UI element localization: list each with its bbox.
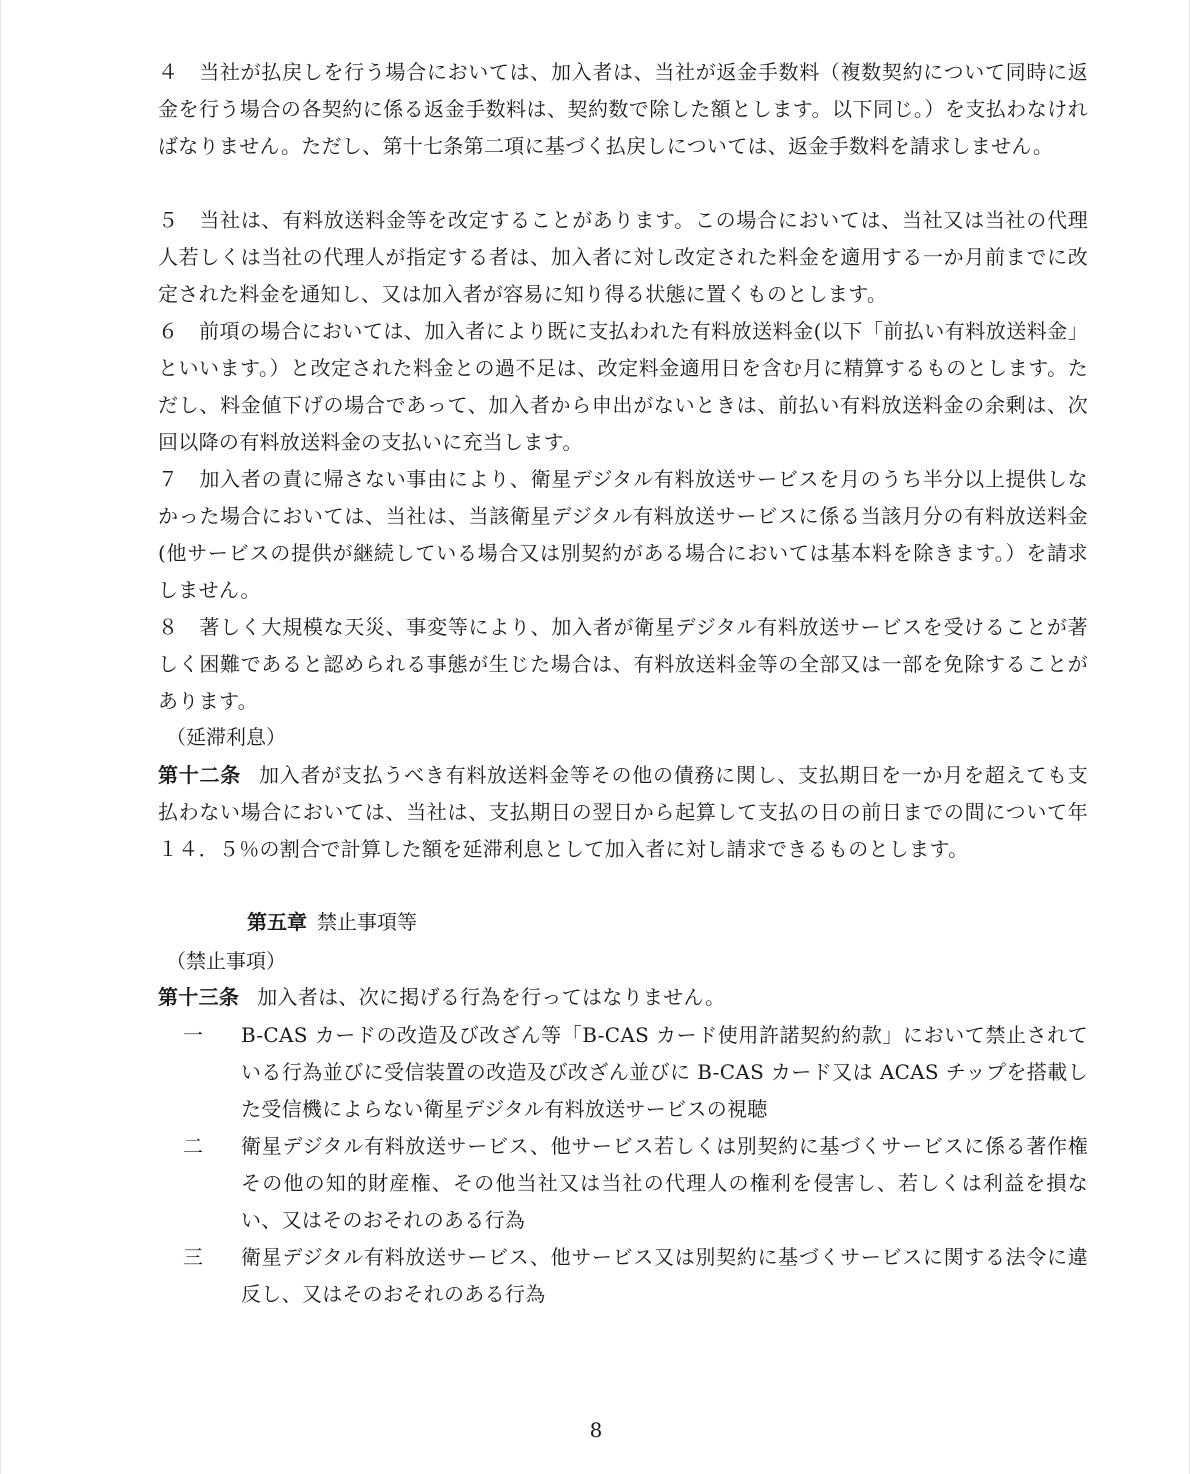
paragraph-7: ７ 加入者の責に帰さない事由により、衛星デジタル有料放送サービスを月のうち半分以上提供しなかった場合においては、当社は、当該衛星デジタル有料放送サービスに係る当該月分の有料放送料金(他サービスの提供が継続している場合又は別契約がある場合においては基本料を除きます。）を請求しません。 [158,467,1088,602]
article-13-title: 第十三条 [158,985,240,1009]
item-text: 衛星デジタル有料放送サービス、他サービス又は別契約に基づくサービスに関する法令に違反し、又はそのおそれのある行為 [241,1245,1088,1306]
article-12-title: 第十二条 [158,763,241,787]
chapter-5-label: 第五章 [247,910,307,934]
article-12-text: 加入者が支払うべき有料放送料金等その他の債務に関し、支払期日を一か月を超えても支払わない場合においては、当社は、支払期日の翌日から起算して支払の日の前日までの間について年１４．５％の割合で計算した額を延滞利息として加入者に対し請求できるものとします。 [158,763,1089,861]
item-text: B-CAS カードの改造及び改ざん等「B-CAS カード使用許諾契約約款」において禁止されている行為並びに受信装置の改造及び改ざん並びに B-CAS カード又は ACAS チップを搭載した受信機によらない衛星デジタル有料放送サービスの視聴 [241,1023,1088,1121]
list-item [183,1017,1088,1128]
list-item [183,1128,1088,1239]
article-13 [158,979,1088,1016]
list-item [183,1239,1088,1313]
chapter-5-title: 禁止事項等 [317,910,417,934]
item-text: 衛星デジタル有料放送サービス、他サービス若しくは別契約に基づくサービスに係る著作権その他の知的財産権、その他当社又は当社の代理人の権利を侵害し、若しくは利益を損ない、又はそのおそれのある行為 [241,1134,1088,1232]
paragraph-6: ６ 前項の場合においては、加入者により既に支払われた有料放送料金(以下「前払い有料放送料金」といいます。）と改定された料金との過不足は、改定料金適用日を含む月に精算するものとします。ただし、料金値下げの場合であって、加入者から申出がないときは、前払い有料放送料金の余剰は、次回以降の有料放送料金の支払いに充当します。 [158,319,1088,454]
article-12 [158,757,1088,868]
chapter-5-heading [247,907,417,937]
item-number: 二 [183,1134,203,1158]
item-number: 一 [183,1023,203,1047]
paragraph-5: ５ 当社は、有料放送料金等を改定することがあります。この場合においては、当社又は当社の代理人若しくは当社の代理人が指定する者は、加入者に対し改定された料金を適用する一か月前までに改定された料金を通知し、又は加入者が容易に知り得る状態に置くものとします。 [158,208,1088,306]
paragraph-8: ８ 著しく大規模な天災、事変等により、加入者が衛星デジタル有料放送サービスを受けることが著しく困難であると認められる事態が生じた場合は、有料放送料金等の全部又は一部を免除することがあります。 [158,615,1088,713]
paragraph-4: ４ 当社が払戻しを行う場合においては、加入者は、当社が返金手数料（複数契約について同時に返金を行う場合の各契約に係る返金手数料は、契約数で除した額とします。以下同じ。）を支払わなければなりません。ただし、第十七条第二項に基づく払戻しについては、返金手数料を請求しません。 [158,60,1088,158]
item-number: 三 [183,1245,203,1269]
page-number: 8 [589,1418,603,1442]
article-12-caption: （延滞利息） [166,725,286,749]
article-13-caption: （禁止事項） [166,949,286,973]
article-13-text: 加入者は、次に掲げる行為を行ってはなりません。 [257,985,726,1009]
